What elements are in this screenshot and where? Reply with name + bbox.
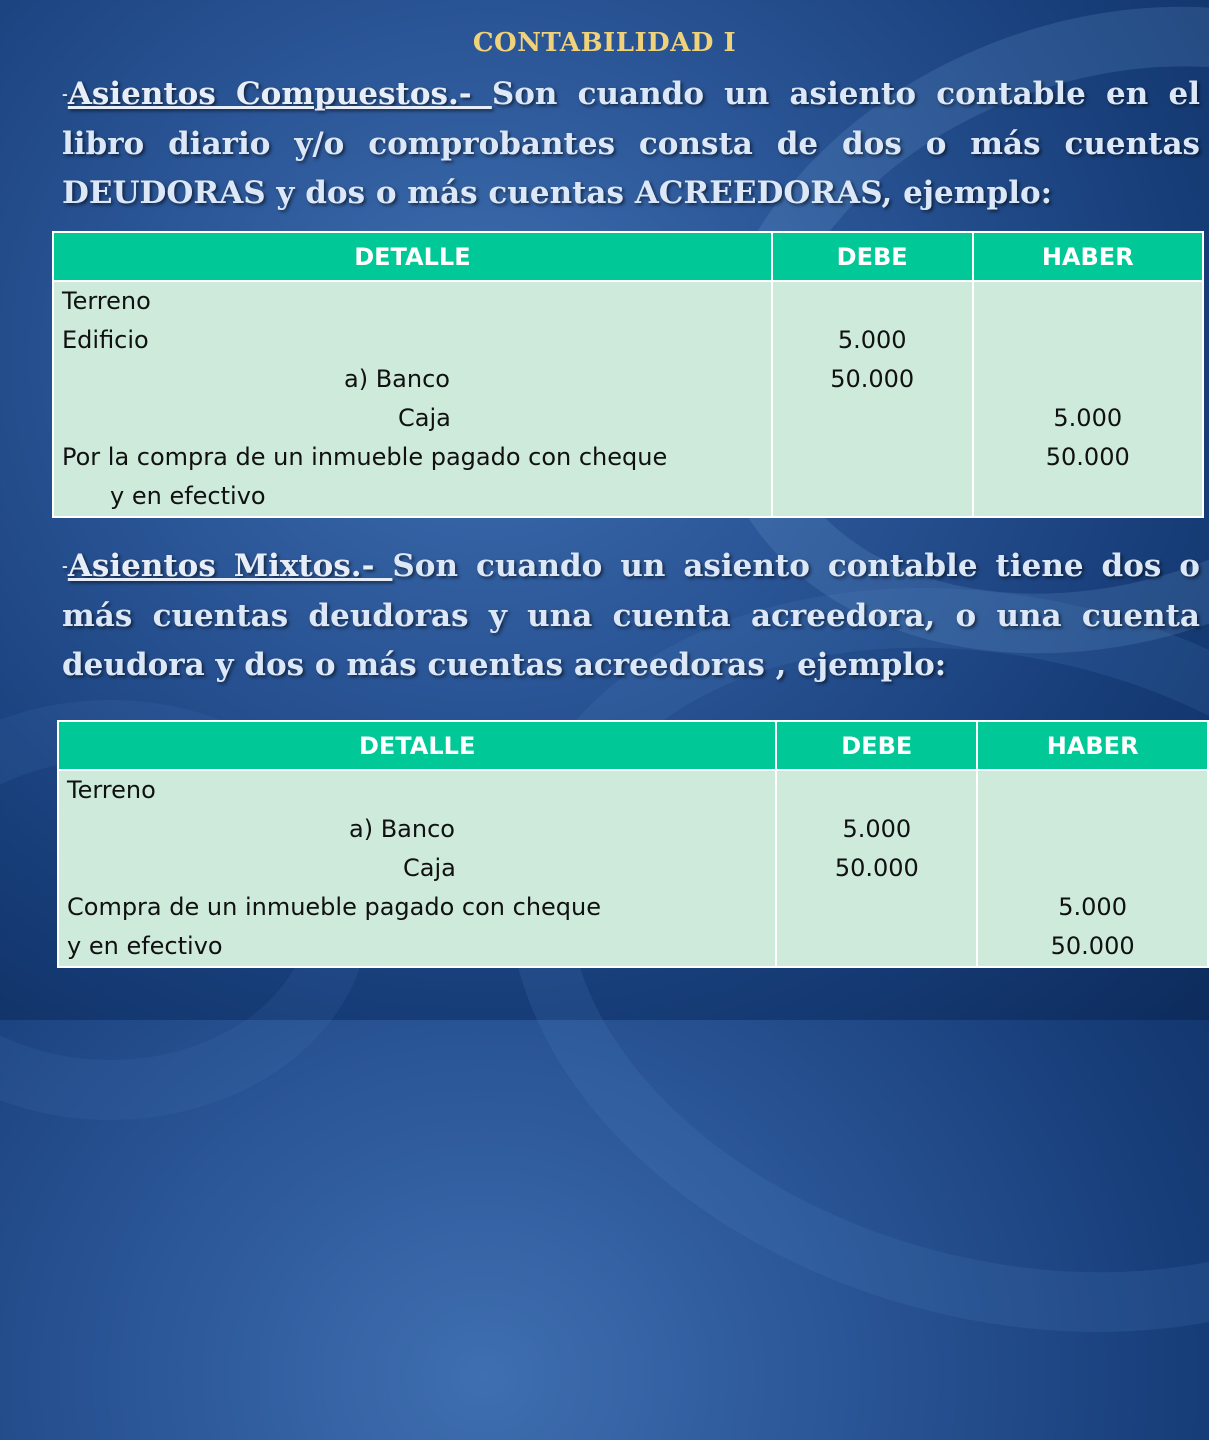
debe-value <box>773 438 972 477</box>
detail-line: Edificio <box>62 326 149 354</box>
slide-header: CONTABILIDAD I <box>472 28 737 58</box>
haber-value <box>974 360 1202 399</box>
bullet-dash: - <box>62 559 68 575</box>
debe-value <box>773 477 972 516</box>
haber-value <box>974 477 1202 516</box>
bullet-dash: - <box>62 87 68 103</box>
debe-value <box>773 282 972 321</box>
journal-table-compuestos <box>52 231 1204 518</box>
table-row <box>58 770 1208 967</box>
paragraph-compuestos <box>62 70 1200 218</box>
haber-value <box>978 771 1207 810</box>
term-mixtos: Asientos Mixtos.- <box>67 548 393 584</box>
debe-value <box>777 888 976 927</box>
header-debe: DEBE <box>776 721 977 770</box>
detalle-cell <box>58 770 776 967</box>
definition-mixtos: Son cuando un asiento contable tiene dos o más cuentas deudoras y una cuenta acreedora, o una cuenta deudora y dos o más cuentas acreedoras , ejemplo: <box>62 548 1200 683</box>
haber-value: 50.000 <box>1050 932 1135 960</box>
table-header-row <box>53 232 1203 281</box>
debe-value: 5.000 <box>837 326 907 354</box>
haber-cell <box>973 281 1203 517</box>
debe-value: 50.000 <box>834 854 919 882</box>
header-debe: DEBE <box>772 232 973 281</box>
haber-value: 5.000 <box>1058 893 1127 921</box>
detail-line: y en efectivo <box>67 932 223 960</box>
detail-line: Por la compra de un inmueble pagado con cheque <box>62 443 668 471</box>
debe-value <box>777 927 976 966</box>
haber-value <box>974 282 1202 321</box>
haber-value <box>978 810 1207 849</box>
debe-value <box>773 399 972 438</box>
table-row <box>53 281 1203 517</box>
haber-cell <box>977 770 1208 967</box>
paragraph-mixtos <box>62 542 1200 690</box>
header-detalle: DETALLE <box>58 721 776 770</box>
table-header-row <box>58 721 1208 770</box>
detail-line: a) Banco <box>344 365 450 393</box>
detail-line: Terreno <box>62 287 151 315</box>
haber-value <box>978 849 1207 888</box>
debe-value <box>777 771 976 810</box>
header-haber: HABER <box>977 721 1208 770</box>
haber-value <box>974 321 1202 360</box>
detail-line: Caja <box>403 854 456 882</box>
journal-table-mixtos <box>57 720 1209 968</box>
haber-value: 5.000 <box>1053 404 1123 432</box>
haber-value: 50.000 <box>1045 443 1130 471</box>
debe-cell <box>772 281 973 517</box>
debe-cell <box>776 770 977 967</box>
header-haber: HABER <box>973 232 1203 281</box>
term-compuestos: Asientos Compuestos.- <box>67 76 492 112</box>
debe-value: 5.000 <box>842 815 912 843</box>
detail-line: Compra de un inmueble pagado con cheque <box>67 893 601 921</box>
header-detalle: DETALLE <box>53 232 772 281</box>
detail-line: Caja <box>398 404 451 432</box>
detail-line: y en efectivo <box>110 482 266 510</box>
detail-line: a) Banco <box>349 815 455 843</box>
debe-value: 50.000 <box>830 365 915 393</box>
detalle-cell <box>53 281 772 517</box>
detail-line: Terreno <box>67 776 156 804</box>
definition-compuestos: Son cuando un asiento contable en el libro diario y/o comprobantes consta de dos o más cuentas DEUDORAS y dos o más cuentas ACREEDORAS, ejemplo: <box>62 76 1200 211</box>
